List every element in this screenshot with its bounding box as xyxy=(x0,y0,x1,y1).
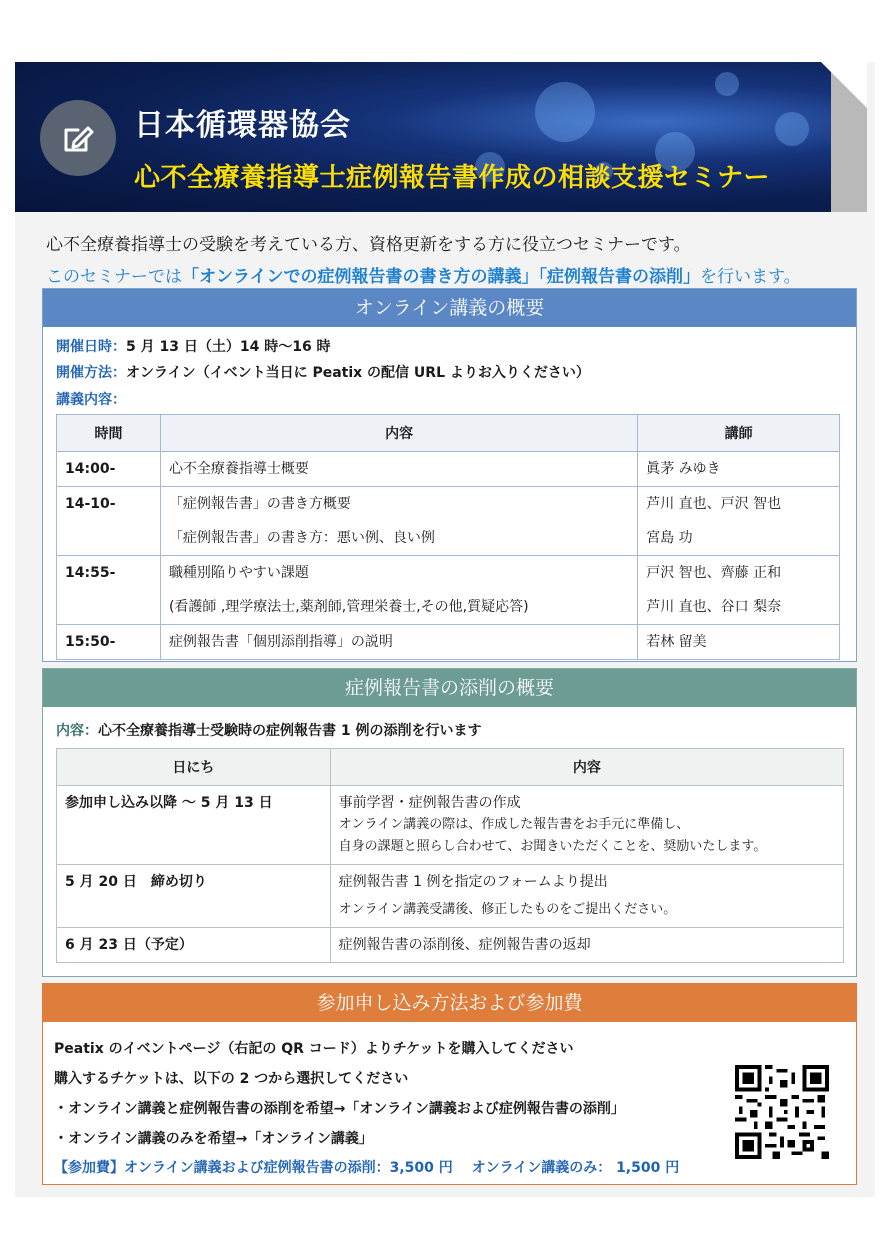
correction-heading: 症例報告書の添削の概要 xyxy=(43,669,856,707)
lecture-method: 開催方法：オンライン（イベント当日に Peatix の配信 URL よりお入りください） xyxy=(56,365,590,381)
table-row xyxy=(57,928,844,963)
speaker-cell: 若林 留美 xyxy=(638,625,840,660)
lecture-date: 開催日時：5 月 13 日（土）14 時～16 時 xyxy=(56,339,331,355)
lecture-content-label: 講義内容： xyxy=(56,392,126,408)
speaker-cell: 眞茅 みゆき xyxy=(638,452,840,487)
table-row xyxy=(57,786,844,865)
time-cell: 14:00- xyxy=(57,452,161,487)
content-cell: 職種別陥りやすい課題 (看護師 ,理学療法士,薬剤師,管理栄養士,その他,質疑応答) xyxy=(160,556,637,625)
fee-text: 【参加費】オンライン講義および症例報告書の添削：3,500 円 オンライン講義のみ： 1,500 円 xyxy=(54,1160,680,1176)
intro-emphasis: 「オンラインでの症例報告書の書き方の講義」「症例報告書の添削」 xyxy=(182,267,700,287)
registration-heading: 参加申し込み方法および参加費 xyxy=(43,984,856,1022)
column-header: 日にち xyxy=(57,749,331,786)
intro-line-1: 心不全療養指導士の受験を考えている方、資格更新をする方に役立つセミナーです。 xyxy=(46,235,691,255)
date-cell: 参加申し込み以降 ～ 5 月 13 日 xyxy=(57,786,331,865)
table-row xyxy=(57,452,840,487)
edit-icon xyxy=(40,100,116,176)
date-cell: 6 月 23 日（予定） xyxy=(57,928,331,963)
lecture-heading: オンライン講義の概要 xyxy=(43,289,856,327)
date-cell: 5 月 20 日 締め切り xyxy=(57,865,331,928)
time-cell: 14-10- xyxy=(57,487,161,556)
speaker-cell: 戸沢 智也、齊藤 正和 芦川 直也、谷口 梨奈 xyxy=(638,556,840,625)
registration-line-1: Peatix のイベントページ（右記の QR コード）よりチケットを購入してください xyxy=(54,1041,574,1057)
registration-line-4: ・オンライン講義のみを希望→「オンライン講義」 xyxy=(54,1131,373,1147)
content-cell: 心不全療養指導士概要 xyxy=(160,452,637,487)
lecture-table xyxy=(56,414,840,660)
table-row xyxy=(57,487,840,556)
correction-content: 内容：心不全療養指導士受験時の症例報告書 1 例の添削を行います xyxy=(56,723,482,739)
column-header: 時間 xyxy=(57,415,161,452)
column-header: 内容 xyxy=(160,415,637,452)
column-header: 内容 xyxy=(330,749,843,786)
qr-code-icon[interactable] xyxy=(735,1065,829,1159)
content-cell: 「症例報告書」の書き方概要 「症例報告書」の書き方：悪い例、良い例 xyxy=(160,487,637,556)
table-row xyxy=(57,865,844,928)
content-cell: 症例報告書の添削後、症例報告書の返却 xyxy=(330,928,843,963)
association-name: 日本循環器協会 xyxy=(134,108,351,143)
table-row xyxy=(57,556,840,625)
registration-line-2: 購入するチケットは、以下の 2 つから選択してください xyxy=(54,1071,409,1087)
seminar-title: 心不全療養指導士症例報告書作成の相談支援セミナー xyxy=(134,163,771,193)
table-row xyxy=(57,625,840,660)
intro-line-2: このセミナーでは「オンラインでの症例報告書の書き方の講義」「症例報告書の添削」を行います。 xyxy=(46,267,801,287)
content-cell: 症例報告書 1 例を指定のフォームより提出 オンライン講義受講後、修正したものをご提出ください。 xyxy=(330,865,843,928)
content-cell: 症例報告書「個別添削指導」の説明 xyxy=(160,625,637,660)
time-cell: 14:55- xyxy=(57,556,161,625)
column-header: 講師 xyxy=(638,415,840,452)
time-cell: 15:50- xyxy=(57,625,161,660)
correction-table xyxy=(56,748,844,963)
speaker-cell: 芦川 直也、戸沢 智也 宮島 功 xyxy=(638,487,840,556)
content-cell: 事前学習・症例報告書の作成 オンライン講義の際は、作成した報告書をお手元に準備し、 自身の課題と照らし合わせて、お聞きいただくことを、奨励いたします。 xyxy=(330,786,843,865)
registration-line-3: ・オンライン講義と症例報告書の添削を希望→「オンライン講義および症例報告書の添削」 xyxy=(54,1101,625,1117)
